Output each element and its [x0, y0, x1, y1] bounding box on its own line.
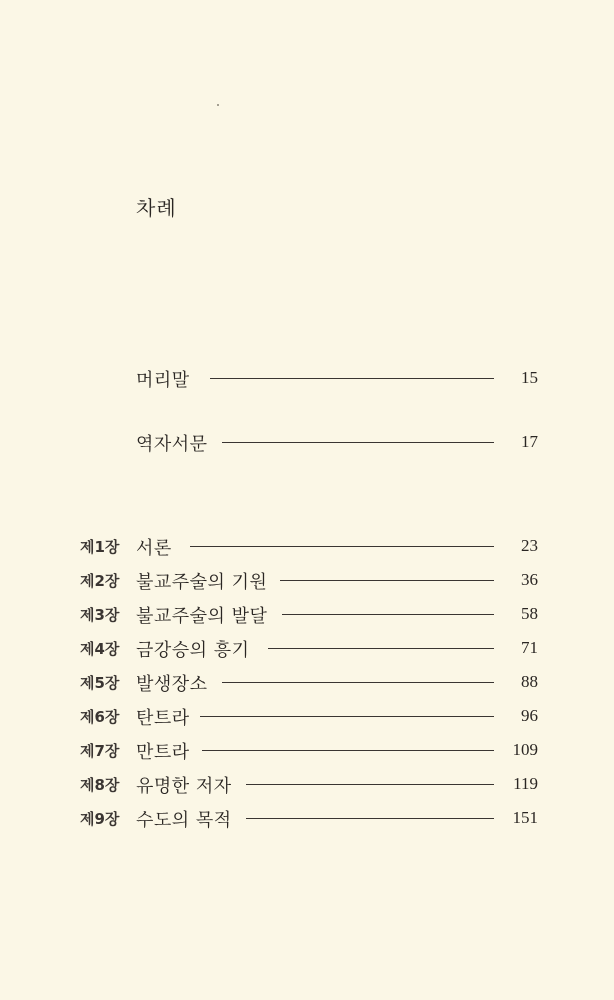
leader-line: [190, 546, 494, 547]
chapter-number: 제1장: [80, 538, 120, 556]
leader-line: [246, 818, 494, 819]
page-number: 36: [521, 570, 538, 589]
toc-title: 차례: [136, 196, 177, 220]
toc-entry: [0, 534, 614, 560]
leader-line: [202, 750, 494, 751]
toc-entry: [0, 670, 614, 696]
toc-entry: [0, 366, 614, 392]
toc-entry: [0, 636, 614, 662]
page-number: 71: [521, 638, 538, 657]
page-number: 15: [521, 368, 538, 387]
page-number: 119: [513, 774, 538, 793]
toc-entry: [0, 772, 614, 798]
page-number: 109: [512, 740, 538, 759]
entry-title: 서론: [136, 538, 172, 559]
entry-title: 금강승의 흥기: [136, 640, 250, 661]
chapter-number: 제3장: [80, 606, 120, 624]
leader-line: [282, 614, 494, 615]
toc-entry: [0, 602, 614, 628]
page-number: 23: [521, 536, 538, 555]
entry-title: 수도의 목적: [136, 810, 232, 831]
leader-line: [222, 442, 494, 443]
entry-title: 역자서문: [136, 434, 208, 455]
entry-title: 만트라: [136, 742, 190, 763]
chapter-number: 제7장: [80, 742, 120, 760]
chapter-number: 제2장: [80, 572, 120, 590]
leader-line: [246, 784, 494, 785]
page-number: 58: [521, 604, 538, 623]
toc-entry: [0, 430, 614, 456]
entry-title: 탄트라: [136, 708, 190, 729]
page-number: 96: [521, 706, 538, 725]
paper-speck: [217, 104, 219, 106]
leader-line: [280, 580, 494, 581]
entry-title: 머리말: [136, 370, 190, 391]
leader-line: [210, 378, 494, 379]
toc-entry: [0, 806, 614, 832]
entry-title: 유명한 저자: [136, 776, 232, 797]
chapter-number: 제5장: [80, 674, 120, 692]
leader-line: [222, 682, 494, 683]
toc-entry: [0, 568, 614, 594]
entry-title: 불교주술의 발달: [136, 606, 268, 627]
page-number: 151: [512, 808, 538, 827]
page-number: 88: [521, 672, 538, 691]
page-number: 17: [521, 432, 538, 451]
leader-line: [200, 716, 494, 717]
chapter-number: 제8장: [80, 776, 120, 794]
chapter-number: 제9장: [80, 810, 120, 828]
chapter-number: 제4장: [80, 640, 120, 658]
entry-title: 발생장소: [136, 674, 208, 695]
leader-line: [268, 648, 494, 649]
entry-title: 불교주술의 기원: [136, 572, 268, 593]
chapter-number: 제6장: [80, 708, 120, 726]
toc-entry: [0, 738, 614, 764]
toc-entry: [0, 704, 614, 730]
